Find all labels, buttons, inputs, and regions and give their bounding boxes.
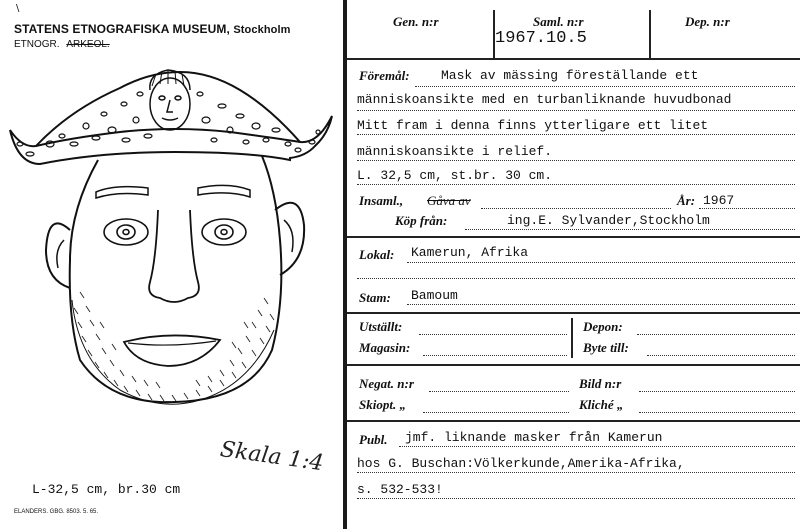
turban-outline — [10, 116, 332, 164]
museum-name: STATENS ETNOGRAFISKA MUSEUM, — [14, 22, 230, 36]
rule-storage — [347, 364, 800, 366]
lokal-label: Lokal: — [359, 247, 395, 262]
publ-line-3: s. 532-533! — [357, 482, 443, 497]
header-divider-1 — [493, 10, 495, 58]
foremal-dots-1 — [415, 86, 795, 87]
foremal-dots-2 — [357, 110, 795, 111]
drawing-panel — [0, 0, 343, 529]
beard-outline — [72, 300, 274, 404]
rule-photo — [347, 420, 800, 422]
foremal-dots-4 — [357, 160, 795, 161]
printer-line: ELANDERS. GBG. 8503. 5. 65. — [14, 509, 99, 515]
dept-struck: ARKEOL. — [66, 39, 110, 50]
rule-kop — [347, 236, 800, 238]
publ-line-2: hos G. Buschan:Völkerkunde,Amerika-Afrika, — [357, 456, 685, 471]
department-line — [14, 39, 110, 50]
ar-dots — [699, 208, 795, 209]
right-ear-inner — [284, 220, 293, 252]
right-eyebrow — [198, 185, 250, 197]
dep-label: Dep. n:r — [685, 14, 730, 29]
foremal-dots-3 — [357, 134, 795, 135]
depon-dots — [637, 334, 795, 335]
foremal-line-5: L. 32,5 cm, st.br. 30 cm. — [357, 168, 553, 183]
mouth-line — [128, 341, 216, 345]
museum-heading — [14, 22, 291, 36]
left-ear — [46, 223, 70, 288]
foremal-line-4: människoansikte i relief. — [357, 144, 553, 159]
stam-label: Stam: — [359, 290, 391, 305]
dimensions-note: L-32,5 cm, br.30 cm — [32, 482, 181, 497]
foremal-line-3: Mitt fram i denna finns ytterligare ett litet — [357, 118, 709, 133]
publ-line-1: jmf. liknande masker från Kamerun — [405, 430, 663, 445]
bild-dots — [639, 391, 795, 392]
byte-label: Byte till: — [583, 340, 629, 355]
magasin-label: Magasin: — [359, 340, 411, 355]
bild-label: Bild n:r — [579, 376, 622, 391]
left-ear-inner — [57, 240, 64, 268]
publ-dots-3 — [357, 498, 795, 499]
cliche-label: Kliché „ — [579, 397, 624, 412]
skiopt-dots — [423, 412, 569, 413]
mouth — [124, 335, 220, 366]
negat-label: Negat. n:r — [359, 376, 414, 391]
byte-dots — [647, 355, 795, 356]
mask-drawing — [0, 60, 343, 480]
storage-divider — [571, 318, 573, 358]
lokal-dots-1 — [407, 262, 795, 263]
cliche-dots — [639, 412, 795, 413]
header-divider-2 — [649, 10, 651, 58]
insaml-struck: Gåva av — [427, 193, 471, 208]
ar-value: 1967 — [703, 193, 735, 208]
dept-label: ETNOGR. — [14, 39, 60, 50]
kop-label: Köp från: — [395, 213, 448, 228]
stam-value: Bamoum — [411, 288, 458, 303]
right-eye — [202, 219, 246, 245]
turban-pattern — [17, 92, 320, 156]
kop-dots — [465, 229, 795, 230]
foremal-dots-5 — [357, 184, 795, 185]
insaml-dots — [481, 208, 671, 209]
publ-dots-2 — [357, 472, 795, 473]
left-eye — [104, 219, 148, 245]
left-eyebrow — [96, 187, 148, 198]
magasin-dots — [423, 355, 567, 356]
lokal-dots-2 — [357, 278, 795, 279]
record-panel — [347, 0, 800, 529]
depon-label: Depon: — [583, 319, 623, 334]
kop-value: ing.E. Sylvander,Stockholm — [507, 213, 710, 228]
foremal-line-1: Mask av mässing föreställande ett — [441, 68, 699, 83]
relief-face — [150, 70, 190, 130]
scale-note: Skala 1:4 — [218, 437, 326, 477]
foremal-line-2: människoansikte med en turbanliknande huvudbonad — [357, 92, 732, 107]
utstallt-dots — [419, 334, 567, 335]
lokal-value: Kamerun, Afrika — [411, 245, 529, 260]
nose — [149, 210, 199, 302]
skiopt-label: Skiopt. „ — [359, 397, 406, 412]
negat-dots — [429, 391, 569, 392]
saml-label: Saml. n:r — [533, 14, 584, 29]
stam-dots — [407, 304, 795, 305]
publ-label: Publ. — [359, 432, 388, 447]
utstallt-label: Utställt: — [359, 319, 403, 334]
publ-dots-1 — [399, 446, 795, 447]
saml-value: 1967.10.5 — [495, 29, 587, 48]
tick-mark: \ — [16, 3, 20, 14]
insaml-label: Insaml., — [359, 193, 404, 208]
gen-label: Gen. n:r — [393, 14, 439, 29]
foremal-label: Föremål: — [359, 68, 410, 83]
rule-stam — [347, 312, 800, 314]
ar-label: År: — [677, 193, 696, 208]
rule-header — [347, 58, 800, 60]
museum-city: Stockholm — [233, 24, 291, 36]
